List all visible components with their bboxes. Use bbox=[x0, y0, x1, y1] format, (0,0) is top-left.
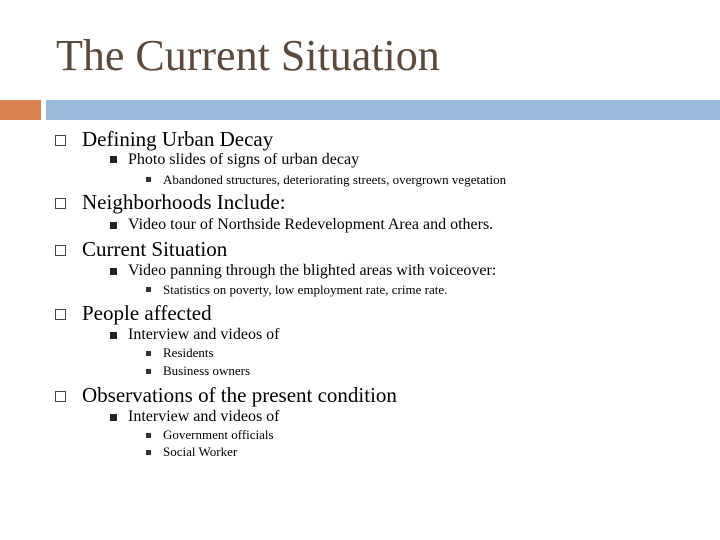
square-bullet-icon bbox=[110, 222, 117, 229]
small-square-bullet-icon bbox=[146, 369, 151, 374]
section-heading: Current Situation bbox=[82, 237, 228, 261]
square-bullet-icon bbox=[110, 268, 117, 275]
small-square-bullet-icon bbox=[146, 351, 151, 356]
small-square-bullet-icon bbox=[146, 177, 151, 182]
hollow-square-bullet-icon bbox=[55, 391, 66, 402]
list-item: Interview and videos of bbox=[128, 326, 280, 343]
sub-list-item: Residents bbox=[163, 345, 214, 360]
hollow-square-bullet-icon bbox=[55, 245, 66, 256]
section-heading: People affected bbox=[82, 301, 212, 325]
square-bullet-icon bbox=[110, 414, 117, 421]
list-item: Video tour of Northside Redevelopment Area and others. bbox=[128, 216, 494, 233]
list-item: Video panning through the blighted areas with voiceover: bbox=[128, 262, 497, 279]
hollow-square-bullet-icon bbox=[55, 309, 66, 320]
small-square-bullet-icon bbox=[146, 433, 151, 438]
sub-list-item: Government officials bbox=[163, 427, 274, 442]
hollow-square-bullet-icon bbox=[55, 198, 66, 209]
section-heading: Observations of the present condition bbox=[82, 383, 397, 407]
section-heading: Neighborhoods Include: bbox=[82, 190, 286, 214]
sub-list-item: Business owners bbox=[163, 363, 251, 378]
list-item: Photo slides of signs of urban decay bbox=[128, 151, 360, 168]
sub-list-item: Social Worker bbox=[163, 444, 238, 459]
slide-title: The Current Situation bbox=[56, 31, 440, 80]
sub-list-item: Statistics on poverty, low employment rate, crime rate. bbox=[163, 282, 448, 297]
square-bullet-icon bbox=[110, 156, 117, 163]
small-square-bullet-icon bbox=[146, 450, 151, 455]
square-bullet-icon bbox=[110, 332, 117, 339]
hollow-square-bullet-icon bbox=[55, 135, 66, 146]
section-heading: Defining Urban Decay bbox=[82, 127, 274, 151]
list-item: Interview and videos of bbox=[128, 408, 280, 425]
sub-list-item: Abandoned structures, deteriorating streets, overgrown vegetation bbox=[163, 172, 507, 187]
small-square-bullet-icon bbox=[146, 287, 151, 292]
